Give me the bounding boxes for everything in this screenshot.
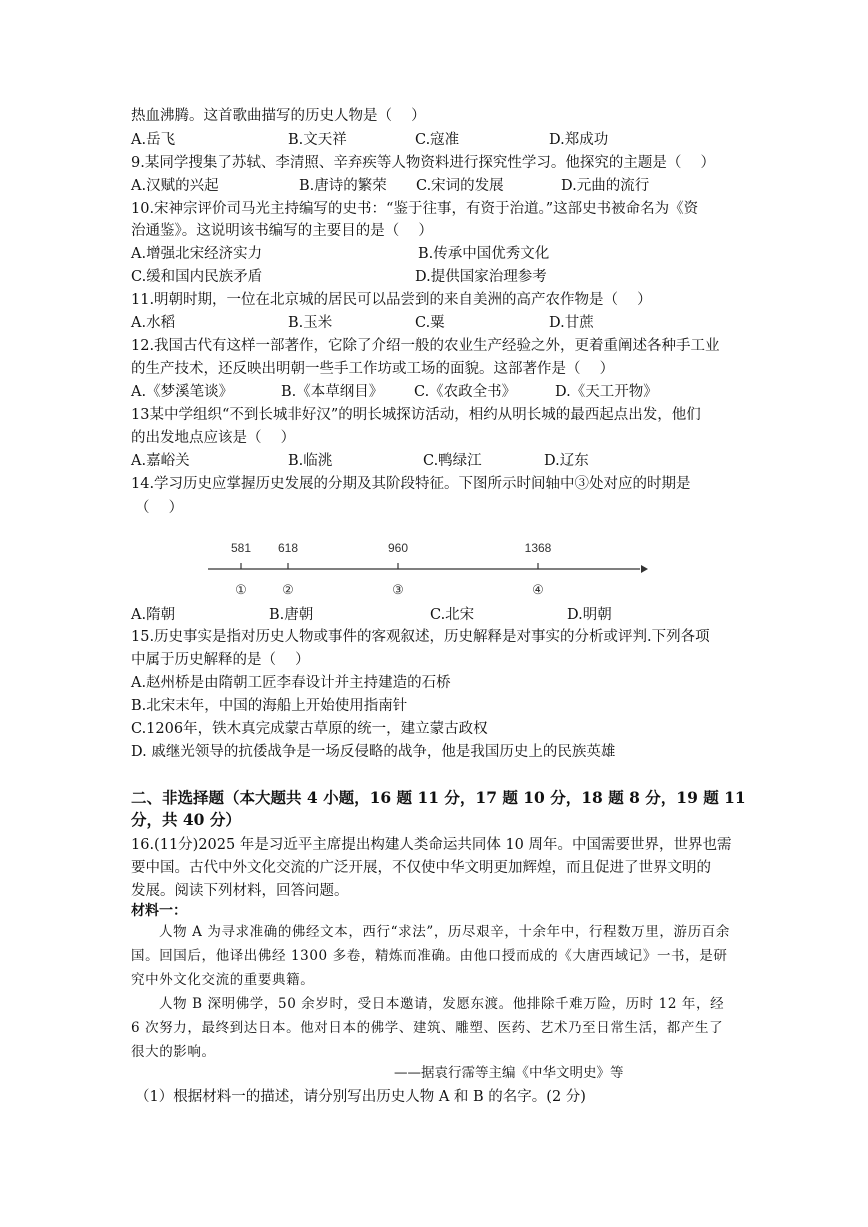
q9-option-b: B.唐诗的繁荣 (299, 178, 387, 194)
q10-option-c: C.缓和国内民族矛盾 (131, 269, 263, 285)
q15-option-d: D. 戚继光领导的抗倭战争是一场反侵略的战争，他是我国历史上的民族英雄 (131, 744, 616, 760)
q14-option-b: B.唐朝 (269, 607, 314, 623)
q11-option-a: A.水稻 (131, 315, 176, 331)
q10-option-b: B.传承中国优秀文化 (418, 246, 550, 262)
q12-option-c: C.《农政全书》 (414, 384, 517, 400)
timeline-mark: ③ (392, 582, 404, 597)
timeline-year: 1368 (524, 541, 552, 555)
q9-option-a: A.汉赋的兴起 (131, 178, 219, 194)
material-text-b: 人物 B 深明佛学，50 余岁时，受日本邀请，发愿东渡。他排除千难万险，历时 12 年，经 6 次努力，最终到达日本。他对日本的佛学、建筑、雕塑、医药、艺术乃至日常生活，都产生了很大的影响。 (131, 996, 725, 1060)
q13-option-b: B.临洮 (288, 453, 333, 469)
q14-option-d: D.明朝 (567, 607, 612, 623)
q16-intro-line3: 发展。阅读下列材料，回答问题。 (131, 883, 349, 899)
q16-intro-line1: 16.(11分)2025 年是习近平主席提出构建人类命运共同体 10 周年。中国需要世界，世界也需 (131, 837, 732, 853)
q9-stem: 9.某同学搜集了苏轼、李清照、辛弃疾等人物资料进行探究性学习。他探究的主题是（ ） (131, 155, 715, 171)
q10-stem-line1: 10.宋神宗评价司马光主持编写的史书：“鉴于往事，有资于治道。”这部史书被命名为《资 (131, 201, 699, 217)
q13-option-a: A.嘉峪关 (131, 453, 190, 469)
q10-option-d: D.提供国家治理参考 (415, 269, 547, 285)
material-label: 材料一： (131, 903, 187, 919)
q9-option-c: C.宋词的发展 (416, 178, 504, 194)
material-paragraph-a (131, 920, 735, 992)
q12-option-a: A.《梦溪笔谈》 (131, 384, 234, 400)
q13-option-c: C.鸭绿江 (423, 453, 482, 469)
q12-stem-line1: 12.我国古代有这样一部著作，它除了介绍一般的农业生产经验之外，更着重阐述各种手工业 (131, 338, 720, 354)
q12-option-d: D.《天工开物》 (555, 384, 658, 400)
timeline-mark: ② (282, 582, 294, 597)
timeline-mark: ① (235, 582, 247, 597)
q13-option-d: D.辽东 (544, 453, 589, 469)
q15-option-a: A.赵州桥是由隋朝工匠李春设计并主持建造的石桥 (131, 675, 451, 691)
q15-stem-line2: 中属于历史解释的是（ ） (131, 652, 310, 668)
q11-stem: 11.明朝时期，一位在北京城的居民可以品尝到的来自美洲的高产农作物是（ ） (131, 292, 652, 308)
material-text-a: 人物 A 为寻求准确的佛经文本，西行“求法”，历尽艰辛，十余年中，行程数万里，游历百余国。回国后，他译出佛经 1300 多卷，精炼而准确。由他口授而成的《大唐西域记》一书，是研究中外文化交流的重要典籍。 (131, 924, 730, 988)
q13-stem-line2: 的出发地点应该是（ ） (131, 430, 296, 446)
timeline-year: 581 (230, 541, 252, 555)
material-source: ——据袁行霈等主编《中华文明史》等 (394, 1065, 624, 1081)
timeline-year: 618 (277, 541, 299, 555)
q12-option-b: B.《本草纲目》 (281, 384, 384, 400)
q12-stem-line2: 的生产技术，还反映出明朝一些手工作坊或工场的面貌。这部著作是（ ） (131, 361, 615, 377)
q14-stem-line2: （ ） (135, 500, 184, 516)
q8-option-a: A.岳飞 (131, 132, 176, 148)
section-heading-line1: 二、非选择题（本大题共 4 小题，16 题 11 分，17 题 10 分，18 题 8 分，19 题 11 (131, 788, 746, 807)
q15-option-c: C.1206年，铁木真完成蒙古草原的统一，建立蒙古政权 (131, 721, 488, 737)
q10-stem-line2: 治通鉴》。这说明该书编写的主要目的是（ ） (131, 223, 433, 239)
timeline-year: 960 (387, 541, 409, 555)
q16-subquestion-1: （1）根据材料一的描述，请分别写出历史人物 A 和 B 的名字。(2 分) (135, 1089, 586, 1105)
q16-intro-line2: 要中国。古代中外文化交流的广泛开展，不仅使中华文明更加辉煌，而且促进了世界文明的 (131, 860, 711, 876)
timeline-ticks (241, 563, 538, 569)
q14-stem-line1: 14.学习历史应掌握历史发展的分期及其阶段特征。下图所示时间轴中③处对应的时期是 (131, 476, 691, 492)
q8-option-b: B.文天祥 (288, 132, 347, 148)
q11-option-c: C.粟 (415, 315, 445, 331)
timeline-mark: ④ (532, 582, 544, 597)
q14-option-a: A.隋朝 (131, 607, 176, 623)
q8-stem: 热血沸腾。这首歌曲描写的历史人物是（ ） (131, 108, 426, 124)
q9-option-d: D.元曲的流行 (561, 178, 650, 194)
material-paragraph-b (131, 992, 735, 1064)
q11-option-b: B.玉米 (288, 315, 333, 331)
timeline-arrow (641, 565, 648, 573)
q10-option-a: A.增强北宋经济实力 (131, 246, 263, 262)
q15-stem-line1: 15.历史事实是指对历史人物或事件的客观叙述，历史解释是对事实的分析或评判.下列各项 (131, 629, 710, 645)
q13-stem-line1: 13某中学组织“不到长城非好汉”的明长城探访活动，相约从明长城的最西起点出发，他们 (131, 407, 701, 423)
q15-option-b: B.北宋末年，中国的海船上开始使用指南针 (131, 698, 408, 714)
q8-option-c: C.寇准 (415, 132, 460, 148)
q14-option-c: C.北宋 (430, 607, 475, 623)
q8-option-d: D.郑成功 (549, 132, 609, 148)
timeline-diagram (200, 532, 650, 604)
q11-option-d: D.甘蔗 (549, 315, 594, 331)
section-heading-line2: 分，共 40 分） (131, 810, 241, 829)
